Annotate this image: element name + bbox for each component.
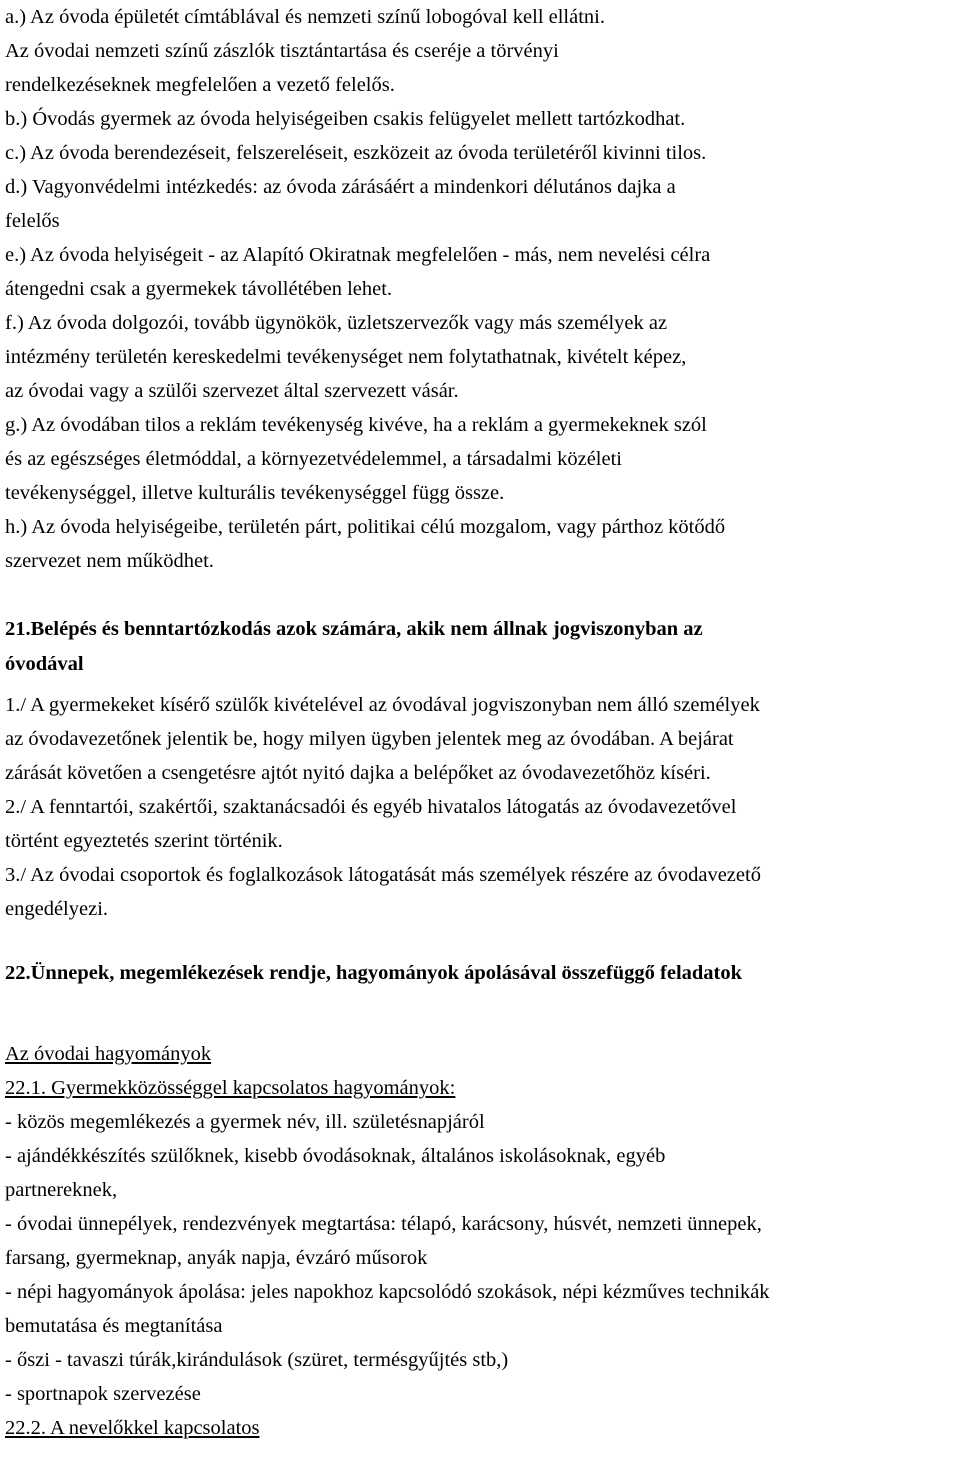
tradition-item-5 [5,1343,957,1377]
tradition-item-1 [5,1105,957,1139]
section-21-p1-line-1: 1./ A gyermekeket kísérő szülők kivételével az óvodával jogviszonyban nem álló személyek [5,694,760,716]
rule-h [5,510,957,578]
tradition-item-2 [5,1139,957,1207]
rule-d-line-1: d.) Vagyonvédelmi intézkedés: az óvoda zárásáért a mindenkori délutános dajka a [5,176,676,198]
rule-g [5,408,957,510]
tradition-item-3 [5,1207,957,1275]
section-21-paragraph-1 [5,688,957,790]
rule-f-line-1: f.) Az óvoda dolgozói, tovább ügynökök, üzletszervezők vagy más személyek az [5,312,668,334]
rule-h-line-2: szervezet nem működhet. [5,550,214,572]
tradition-item-6-line-1: - sportnapok szervezése [5,1383,201,1405]
subsection-22-1-title-text: 22.1. Gyermekközösséggel kapcsolatos hagyományok: [5,1077,456,1099]
section-21-heading-line-1: 21.Belépés és benntartózkodás azok számára, akik nem állnak jogviszonyban az [5,618,703,640]
rule-b [5,102,957,136]
rule-e-line-1: e.) Az óvoda helyiségeit - az Alapító Okiratnak megfelelően - más, nem nevelési célra [5,244,711,266]
tradition-item-2-line-1: - ajándékkészítés szülőknek, kisebb óvodásoknak, általános iskolásoknak, egyéb [5,1145,666,1167]
rule-b-line-1: b.) Óvodás gyermek az óvoda helyiségeiben csakis felügyelet mellett tartózkodhat. [5,108,686,130]
rule-g-line-3: tevékenységgel, illetve kulturális tevékenységgel függ össze. [5,482,505,504]
rule-f [5,306,957,408]
rule-f-line-2: intézmény területén kereskedelmi tevékenységet nem folytathatnak, kivételt képez, [5,346,687,368]
rule-g-line-1: g.) Az óvodában tilos a reklám tevékenység kivéve, ha a reklám a gyermekeknek szól [5,414,707,436]
section-21 [5,612,957,926]
spacer [5,991,957,1025]
rule-g-line-2: és az egészséges életmóddal, a környezetvédelemmel, a társadalmi közéleti [5,448,622,470]
traditions-subheading [5,1037,957,1071]
rule-e [5,238,957,306]
section-21-p3-line-2: engedélyezi. [5,898,109,920]
rule-e-line-2: átengedni csak a gyermekek távollétében lehet. [5,278,393,300]
rule-h-line-1: h.) Az óvoda helyiségeibe, területén párt, politikai célú mozgalom, vagy párthoz kötődő [5,516,726,538]
rule-d [5,170,957,238]
section-21-p3-line-1: 3./ Az óvodai csoportok és foglalkozások látogatását más személyek részére az óvodavezető [5,864,761,886]
traditions-subheading-text: Az óvodai hagyományok [5,1043,212,1065]
section-21-paragraph-2 [5,790,957,858]
section-22-heading-line: 22.Ünnepek, megemlékezések rendje, hagyományok ápolásával összefüggő feladatok [5,962,743,984]
section-21-p1-line-2: az óvodavezetőnek jelentik be, hogy milyen ügyben jelentek meg az óvodában. A bejárat [5,728,734,750]
tradition-item-5-line-1: - őszi - tavaszi túrák,kirándulások (szüret, termésgyűjtés stb,) [5,1349,509,1371]
rule-a-line-1: a.) Az óvoda épületét címtáblával és nemzeti színű lobogóval kell ellátni. [5,6,605,28]
tradition-item-1-line-1: - közös megemlékezés a gyermek név, ill. születésnapjáról [5,1111,485,1133]
tradition-item-4-line-2: bemutatása és megtanítása [5,1315,223,1337]
section-22 [5,956,957,1445]
section-21-p1-line-3: zárását követően a csengetésre ajtót nyitó dajka a belépőket az óvodavezetőhöz kíséri. [5,762,711,784]
subsection-22-2-title-text: 22.2. A nevelőkkel kapcsolatos [5,1417,260,1439]
tradition-item-3-line-2: farsang, gyermeknap, anyák napja, évzáró műsorok [5,1247,428,1269]
section-21-heading [5,612,957,682]
rule-c [5,136,957,170]
section-21-heading-line-2: óvodával [5,653,84,675]
rule-c-line-1: c.) Az óvoda berendezéseit, felszereléseit, eszközeit az óvoda területéről kivinni tilos. [5,142,707,164]
rules-list [5,0,957,578]
tradition-item-6 [5,1377,957,1411]
document-page [5,0,957,1445]
rule-a [5,0,957,102]
rule-a-line-2: Az óvodai nemzeti színű zászlók tisztántartása és cseréje a törvényi [5,40,559,62]
rule-a-line-3: rendelkezéseknek megfelelően a vezető felelős. [5,74,395,96]
rule-f-line-3: az óvodai vagy a szülői szervezet által szervezett vásár. [5,380,459,402]
tradition-item-3-line-1: - óvodai ünnepélyek, rendezvények megtartása: télapó, karácsony, húsvét, nemzeti ünnepek, [5,1213,762,1235]
section-22-heading [5,956,957,991]
section-21-p2-line-2: történt egyeztetés szerint történik. [5,830,283,852]
tradition-item-2-line-2: partnereknek, [5,1179,118,1201]
tradition-item-4-line-1: - népi hagyományok ápolása: jeles napokhoz kapcsolódó szokások, népi kézműves technikák [5,1281,770,1303]
rule-d-line-2: felelős [5,210,60,232]
tradition-item-4 [5,1275,957,1343]
section-21-p2-line-1: 2./ A fenntartói, szakértői, szaktanácsadói és egyéb hivatalos látogatás az óvodavezetővel [5,796,737,818]
subsection-22-1-title [5,1071,957,1105]
traditions-block [5,1037,957,1445]
subsection-22-2-title [5,1411,957,1445]
section-21-paragraph-3 [5,858,957,926]
spacer [5,578,957,612]
